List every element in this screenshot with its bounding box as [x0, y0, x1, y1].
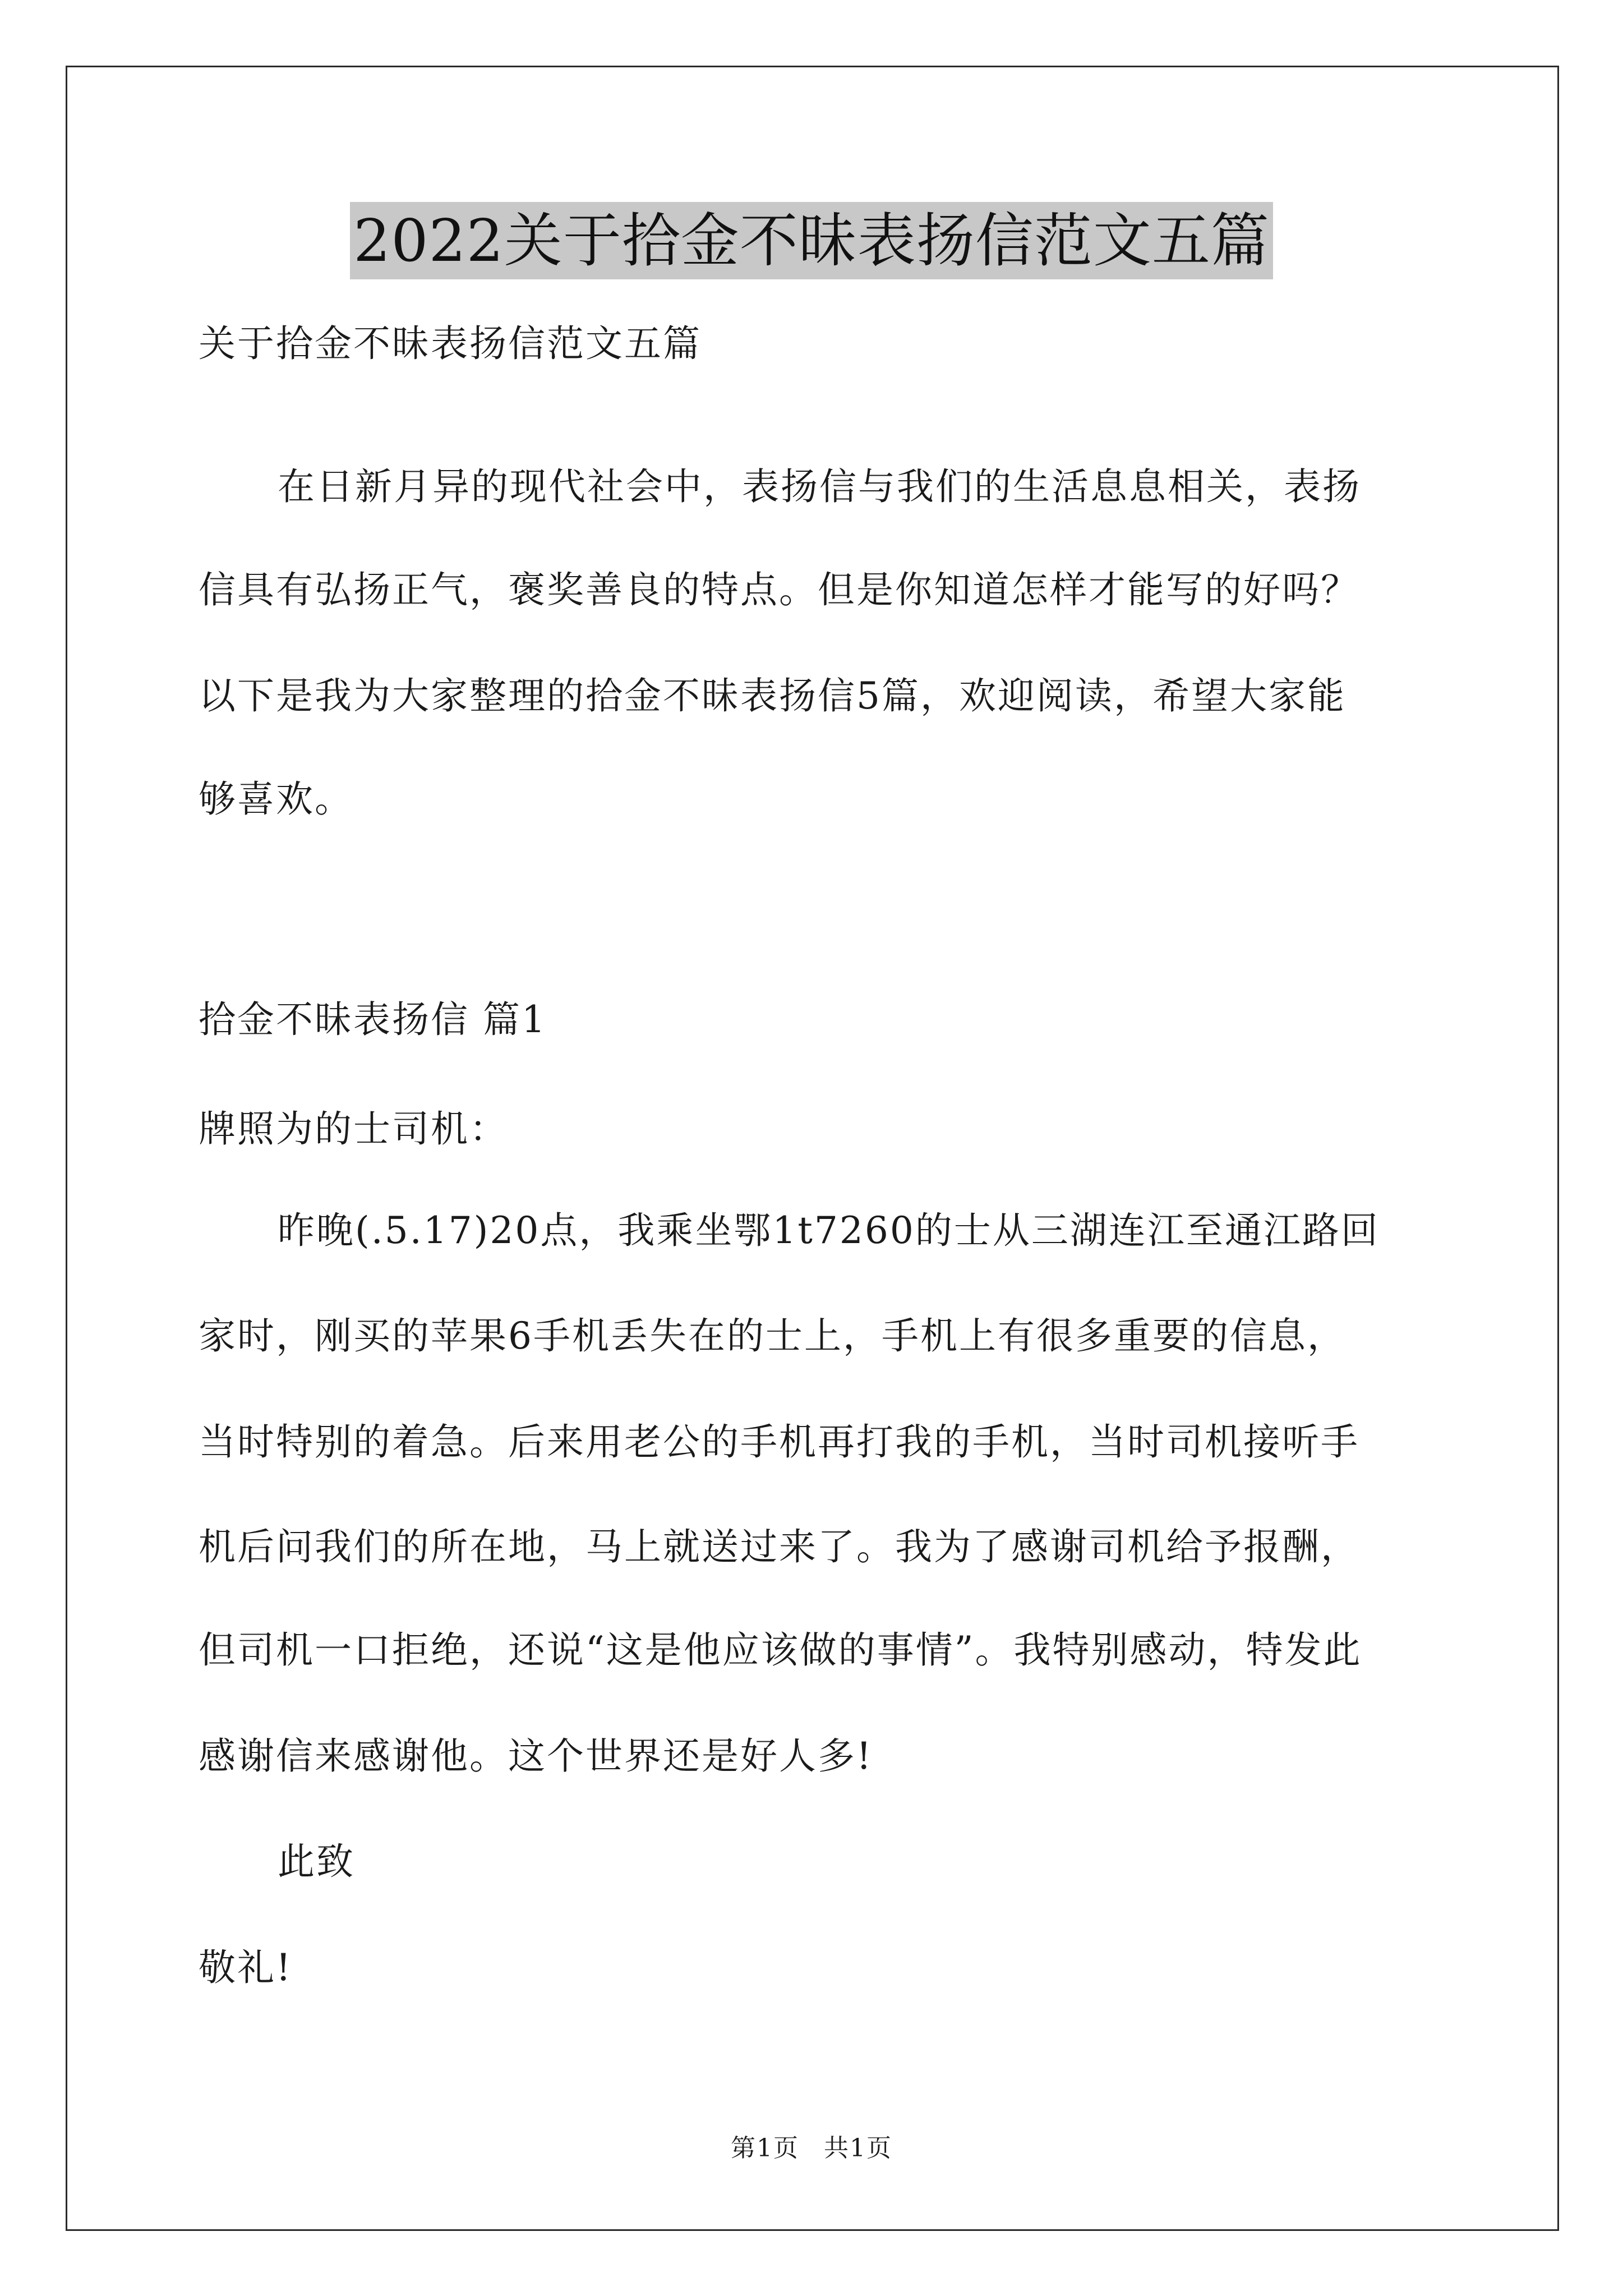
intro-line-1: 在日新月异的现代社会中，表扬信与我们的生活息息相关，表扬	[278, 465, 1361, 508]
letter-line-4: 机后问我们的所在地，马上就送过来了。我为了感谢司机给予报酬，	[199, 1525, 1359, 1568]
intro-line-3: 以下是我为大家整理的拾金不昧表扬信5篇，欢迎阅读，希望大家能	[199, 674, 1346, 717]
letter-closing-1: 此致	[278, 1840, 355, 1883]
letter-salutation: 牌照为的士司机：	[199, 1107, 508, 1151]
letter-line-5: 但司机一口拒绝，还说“这是他应该做的事情”。我特别感动，特发此	[199, 1628, 1362, 1672]
page-total: 共1页	[824, 2134, 892, 2162]
document-title: 2022关于拾金不昧表扬信范文五篇	[350, 202, 1273, 279]
title-container	[0, 202, 1623, 279]
letter-line-2: 家时，刚买的苹果6手机丢失在的士上，手机上有很多重要的信息，	[199, 1314, 1346, 1358]
letter-line-6: 感谢信来感谢他。这个世界还是好人多!	[199, 1734, 873, 1778]
section-heading: 拾金不昧表扬信 篇1	[199, 998, 547, 1041]
page-footer	[0, 2132, 1623, 2165]
intro-line-2: 信具有弘扬正气，褒奖善良的特点。但是你知道怎样才能写的好吗？	[199, 568, 1359, 611]
letter-closing-2: 敬礼!	[199, 1946, 293, 1989]
letter-line-1: 昨晚(.5.17)20点，我乘坐鄂1t7260的士从三湖连江至通江路回	[278, 1209, 1380, 1252]
letter-line-3: 当时特别的着急。后来用老公的手机再打我的手机，当时司机接听手	[199, 1420, 1359, 1464]
document-subtitle: 关于拾金不昧表扬信范文五篇	[199, 322, 702, 365]
page-number: 第1页	[731, 2134, 799, 2162]
intro-line-4: 够喜欢。	[199, 777, 353, 821]
